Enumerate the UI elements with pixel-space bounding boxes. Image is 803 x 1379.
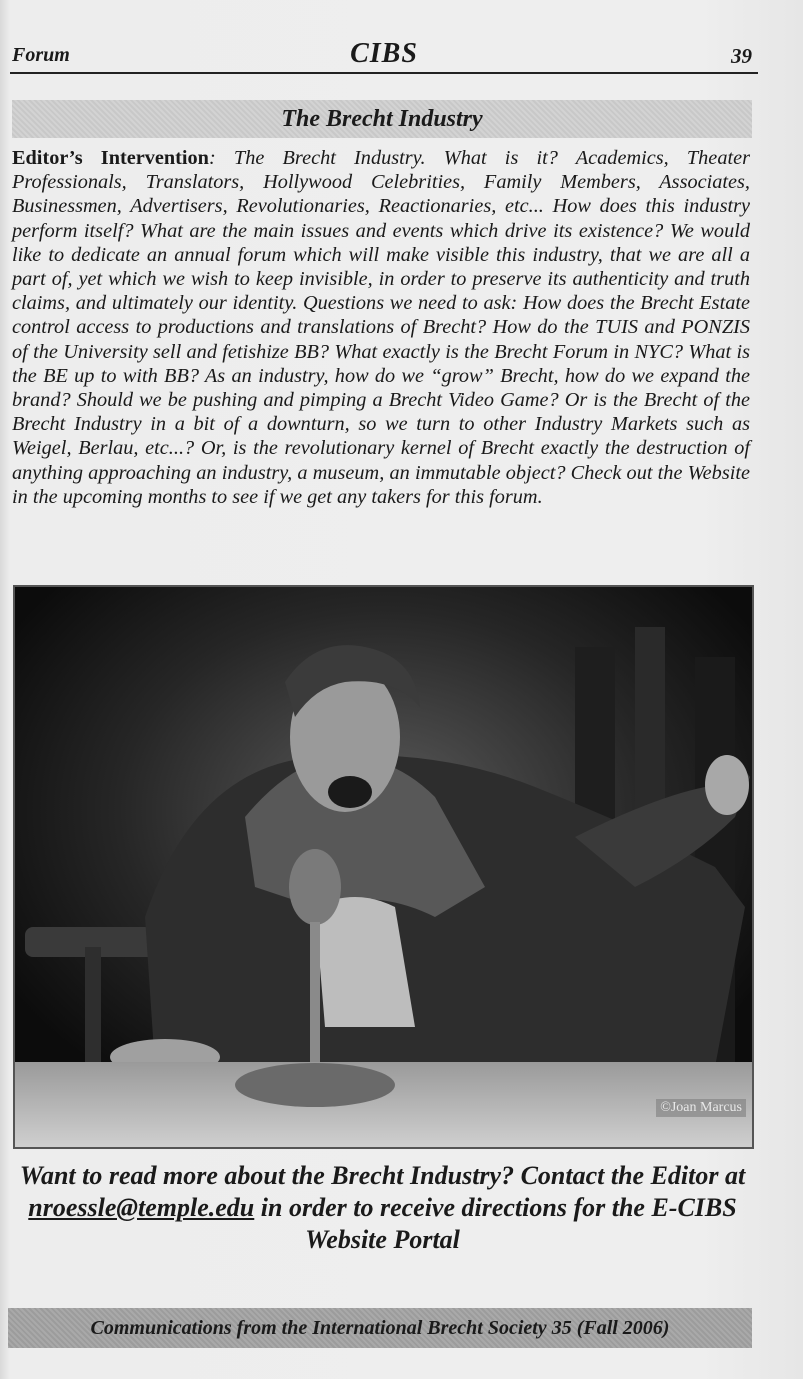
article-body-text: : The Brecht Industry. What is it? Academics, Theater Professionals, Translators, Hollywood Celebrities, Family Members, Associates, Businessmen, Advertisers, Revolutionaries, Reactionaries, etc... How does this industry perform itself? What are the main issues and events which drive its existence? We would like to dedicate an annual forum which will make visible this industry, that we are all a part of, yet which we wish to keep invisible, in order to preserve its authenticity and truth claims, and ultimately our identity. Questions we need to ask: How does the Brecht Estate control access to productions and translations of Brecht? How do the TUIS and PONZIS of the University sell and fetishize BB? What exactly is the Brecht Forum in NYC? What is the BE up to with BB? As an industry, how do we “grow” Brecht, how do we expand the brand? Should we be pushing and pimping a Brecht Video Game? Or is the Brecht of the Brecht Industry in a bit of a downturn, so we turn to other Industry Markets such as Weigel, Berlau, etc...? Or, is the revolutionary kernel of Brecht exactly the destruction of anything approaching an industry, a museum, an immutable object? Check out the Website in the upcoming months to see if we get any takers for this forum. [12, 147, 750, 508]
contact-callout [10, 1160, 755, 1256]
running-header [10, 36, 758, 74]
page-number: 39 [731, 44, 752, 68]
journal-footer: Communications from the International Brecht Society 35 (Fall 2006) [8, 1308, 752, 1348]
editor-email-link[interactable]: nroessle@temple.edu [28, 1193, 255, 1222]
article-lead: Editor’s Intervention [12, 147, 209, 169]
section-label: Forum [12, 44, 70, 66]
article-body [12, 146, 750, 509]
photo-illustration [15, 587, 752, 1147]
performance-photo [13, 585, 754, 1149]
article-title: The Brecht Industry [12, 100, 752, 138]
journal-name: CIBS [350, 38, 418, 69]
cta-text-after: in order to receive directions for the E-CIBS Website Portal [254, 1193, 737, 1254]
cta-text-before: Want to read more about the Brecht Industry? Contact the Editor at [19, 1161, 746, 1190]
photo-credit: ©Joan Marcus [656, 1099, 746, 1117]
